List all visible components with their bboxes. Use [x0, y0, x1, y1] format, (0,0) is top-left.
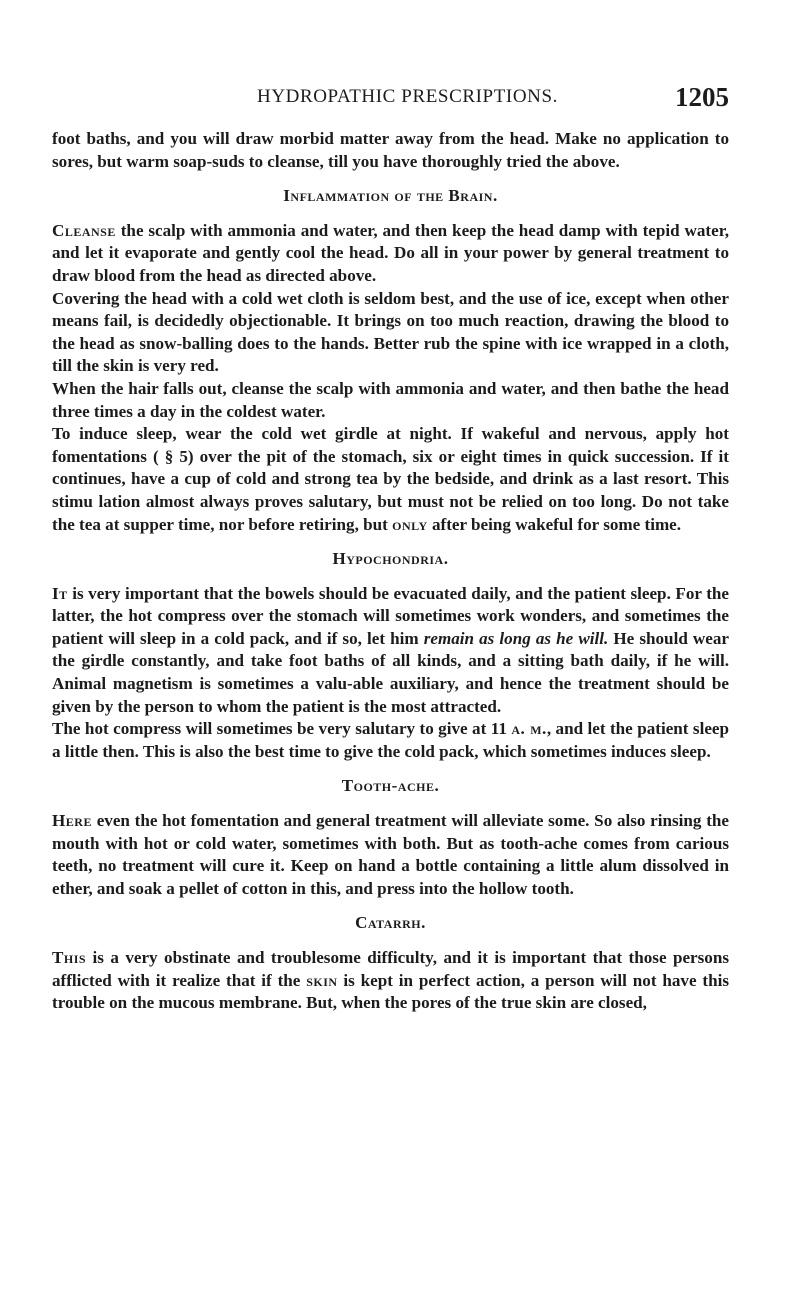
section-heading-inflammation-brain: Inflammation of the Brain. [283, 186, 498, 206]
hypochondria-paragraph-2: The hot compress will sometimes be very salutary to give at 11 a. m., and let the patient sleep a little then. This is also the best time to give the cold pack, which sometimes induces sleep. [52, 719, 730, 761]
section-heading-catarrh: Catarrh. [355, 913, 426, 933]
brain-paragraph-1: Cleanse the scalp with ammonia and water, and then keep the head damp with tepid water, and let it evaporate and gently cool the head. Do all in your power by general treatment to draw blood from the head as directed above. [52, 220, 729, 285]
toothache-paragraph-1: Here even the hot fomentation and general treatment will alleviate some. So also rinsing the mouth with hot or cold water, sometimes with both. But as tooth-ache comes from carious teeth, no treatment will cure it. Keep on hand a bottle containing a little alum dissolved in ether, and soak a pellet of cotton in this, and press into the hollow tooth. [52, 811, 729, 898]
running-head-title: HYDROPATHIC PRESCRIPTIONS. [257, 86, 559, 107]
running-head [52, 82, 729, 114]
hypochondria-lead-word: It [52, 583, 68, 603]
hypochondria-paragraph-1: It is very important that the bowels should be evacuated daily, and the patient sleep. For the latter, the hot compress over the stomach will sometimes work wonders, and sometimes the patient will sleep in a cold pack, and if so, let him remain as long as he will. He should wear the girdle constantly, and take foot baths of all kinds, and a sitting bath daily, if he will. Animal magnetism is sometimes a valu-able auxiliary, and hence the treatment should be given by the person to whom the patient is the most attracted. [52, 583, 729, 716]
brain-paragraph-3: When the hair falls out, cleanse the scalp with ammonia and water, and then bathe the head three times a day in the coldest water. [52, 378, 729, 421]
section-heading-hypochondria: Hypochondria. [332, 549, 449, 569]
brain-lead-word: Cleanse [52, 220, 116, 240]
page-number: 1205 [675, 82, 729, 112]
brain-paragraph-4: To induce sleep, wear the cold wet girdle at night. If wakeful and nervous, apply hot fomentations ( § 5) over the pit of the stomach, six or eight times in quick succession. If it continues, have a cup of cold and strong tea by the bedside, and drink as a last resort. This stimu lation almost always proves salutary, but must not be relied on too long. Do not take the tea at supper time, nor before retiring, but only after being wakeful for some time. [52, 424, 729, 534]
toothache-lead-word: Here [52, 811, 92, 831]
brain-paragraph-2: Covering the head with a cold wet cloth is seldom best, and the use of ice, except when other means fail, is decidedly objectionable. It brings on too much reaction, drawing the blood to the head as snow-balling does to the hands. Better rub the spine with ice wrapped in a cloth, till the skin is very red. [52, 288, 729, 376]
catarrh-lead-word: This [52, 948, 87, 967]
page-body [52, 128, 729, 1015]
intro-paragraph: foot baths, and you will draw morbid matter away from the head. Make no application to sores, but warm soap-suds to cleanse, till you have thoroughly tried the above. [52, 129, 729, 171]
section-heading-toothache: Tooth-ache. [341, 776, 440, 796]
catarrh-paragraph-1: This is a very obstinate and troublesome difficulty, and it is important that those persons afflicted with it realize that if the skin is kept in perfect action, a person will not have this trouble on the mucous membrane. But, when the pores of the true skin are closed, [52, 948, 729, 1013]
